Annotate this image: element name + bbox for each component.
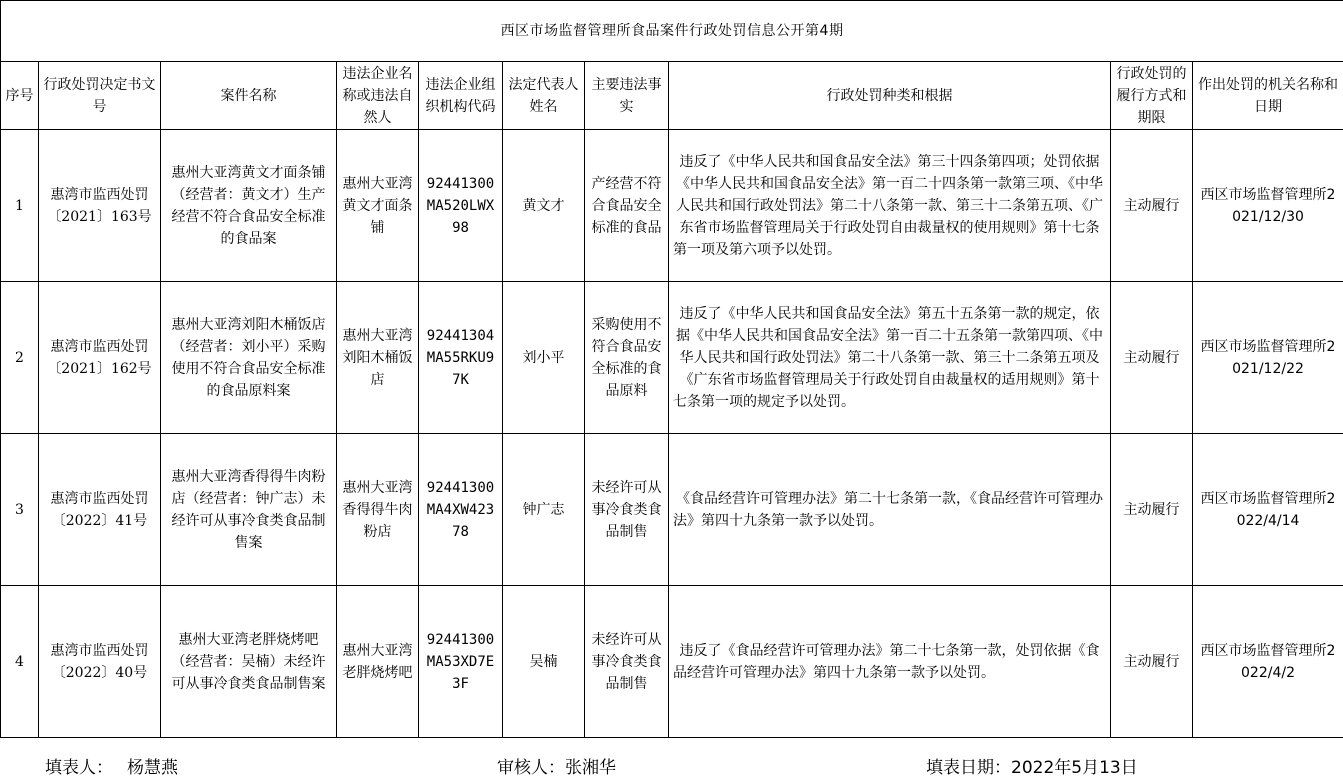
cell-seq: 2 — [1, 282, 39, 434]
table-row — [1, 434, 1343, 586]
cell-basis: 违反了《中华人民共和国食品安全法》第五十五条第一款的规定，依据《中华人民共和国食品安全法》第一百二十五条第一款第四项、《中华人民共和国行政处罚法》第二十八条第一款、第三十二条第五项及《广东省市场监督管理局关于行政处罚自由裁量权的适用规则》第十七条第一项的规定予以处罚。 — [669, 282, 1111, 434]
header-basis: 行政处罚种类和根据 — [669, 62, 1111, 130]
filler-name: 杨慧燕 — [127, 758, 178, 778]
cell-legal-rep: 钟广志 — [503, 434, 585, 586]
table-row — [1, 130, 1343, 282]
cell-doc-no: 惠湾市监西处罚〔2021〕162号 — [39, 282, 161, 434]
reviewer-info — [497, 753, 616, 778]
filler-info — [45, 753, 178, 778]
cell-case-name: 惠州大亚湾黄文才面条铺（经营者：黄文才）生产经营不符合食品安全标准的食品案 — [161, 130, 337, 282]
cell-case-name: 惠州大亚湾香得得牛肉粉店（经营者：钟广志）未经许可从事冷食类食品制售案 — [161, 434, 337, 586]
page-title: 西区市场监督管理所食品案件行政处罚信息公开第4期 — [1, 1, 1343, 62]
header-performance: 行政处罚的履行方式和期限 — [1111, 62, 1193, 130]
header-seq: 序号 — [1, 62, 39, 130]
cell-performance: 主动履行 — [1111, 282, 1193, 434]
cell-doc-no: 惠湾市监西处罚〔2022〕41号 — [39, 434, 161, 586]
cell-enterprise: 惠州大亚湾香得得牛肉粉店 — [337, 434, 419, 586]
header-case-name: 案件名称 — [161, 62, 337, 130]
reviewer-name: 张湘华 — [565, 758, 616, 778]
cell-facts: 采购使用不符合食品安全标准的食品原料 — [585, 282, 669, 434]
cell-performance: 主动履行 — [1111, 434, 1193, 586]
cell-seq: 4 — [1, 586, 39, 738]
sheet-footer — [0, 744, 1343, 784]
header-legal-rep: 法定代表人姓名 — [503, 62, 585, 130]
cell-enterprise: 惠州大亚湾刘阳木桶饭店 — [337, 282, 419, 434]
header-doc-no: 行政处罚决定书文号 — [39, 62, 161, 130]
table-header-row — [1, 62, 1343, 130]
cell-doc-no: 惠湾市监西处罚〔2021〕163号 — [39, 130, 161, 282]
cell-legal-rep: 吴楠 — [503, 586, 585, 738]
cell-performance: 主动履行 — [1111, 586, 1193, 738]
cell-basis: 违反了《中华人民共和国食品安全法》第三十四条第四项；处罚依据《中华人民共和国食品安全法》第一百二十四条第一款第三项、《中华人民共和国行政处罚法》第二十八条第一款、第三十二条第五项、《广东省市场监督管理局关于行政处罚自由裁量权的使用规则》第十七条第一项及第六项予以处罚。 — [669, 130, 1111, 282]
header-authority: 作出处罚的机关名称和日期 — [1193, 62, 1343, 130]
cell-case-name: 惠州大亚湾刘阳木桶饭店（经营者：刘小平）采购使用不符合食品安全标准的食品原料案 — [161, 282, 337, 434]
cell-legal-rep: 黄文才 — [503, 130, 585, 282]
cell-seq: 3 — [1, 434, 39, 586]
cell-org-code: 92441300MA4XW42378 — [419, 434, 503, 586]
header-enterprise: 违法企业名称或违法自然人 — [337, 62, 419, 130]
fill-date-value: 2022年5月13日 — [1011, 758, 1138, 778]
cell-authority: 西区市场监督管理所2021/12/22 — [1193, 282, 1343, 434]
fill-date-info — [926, 753, 1138, 778]
cell-org-code: 92441304MA55RKU97K — [419, 282, 503, 434]
cell-authority: 西区市场监督管理所2022/4/14 — [1193, 434, 1343, 586]
cell-basis: 《食品经营许可管理办法》第二十七条第一款，《食品经营许可管理办法》第四十九条第一款予以处罚。 — [669, 434, 1111, 586]
cell-authority: 西区市场监督管理所2022/4/2 — [1193, 586, 1343, 738]
table-row — [1, 586, 1343, 738]
cell-enterprise: 惠州大亚湾黄文才面条铺 — [337, 130, 419, 282]
cell-authority: 西区市场监督管理所2021/12/30 — [1193, 130, 1343, 282]
cell-seq: 1 — [1, 130, 39, 282]
cell-basis: 违反了《食品经营许可管理办法》第二十七条第一款，处罚依据《食品经营许可管理办法》第四十九条第一款予以处罚。 — [669, 586, 1111, 738]
cell-facts: 产经营不符合食品安全标准的食品 — [585, 130, 669, 282]
cell-doc-no: 惠湾市监西处罚〔2022〕40号 — [39, 586, 161, 738]
header-org-code: 违法企业组织机构代码 — [419, 62, 503, 130]
cell-facts: 未经许可从事冷食类食品制售 — [585, 586, 669, 738]
header-facts: 主要违法事实 — [585, 62, 669, 130]
table-row — [1, 282, 1343, 434]
cell-case-name: 惠州大亚湾老胖烧烤吧（经营者：吴楠）未经许可从事冷食类食品制售案 — [161, 586, 337, 738]
cell-legal-rep: 刘小平 — [503, 282, 585, 434]
fill-date-label: 填表日期： — [926, 758, 1011, 778]
reviewer-label: 审核人： — [497, 758, 565, 778]
cell-org-code: 92441300MA520LWX98 — [419, 130, 503, 282]
cell-org-code: 92441300MA53XD7E3F — [419, 586, 503, 738]
cell-facts: 未经许可从事冷食类食品制售 — [585, 434, 669, 586]
cell-performance: 主动履行 — [1111, 130, 1193, 282]
cell-enterprise: 惠州大亚湾老胖烧烤吧 — [337, 586, 419, 738]
filler-label: 填表人： — [45, 758, 113, 778]
